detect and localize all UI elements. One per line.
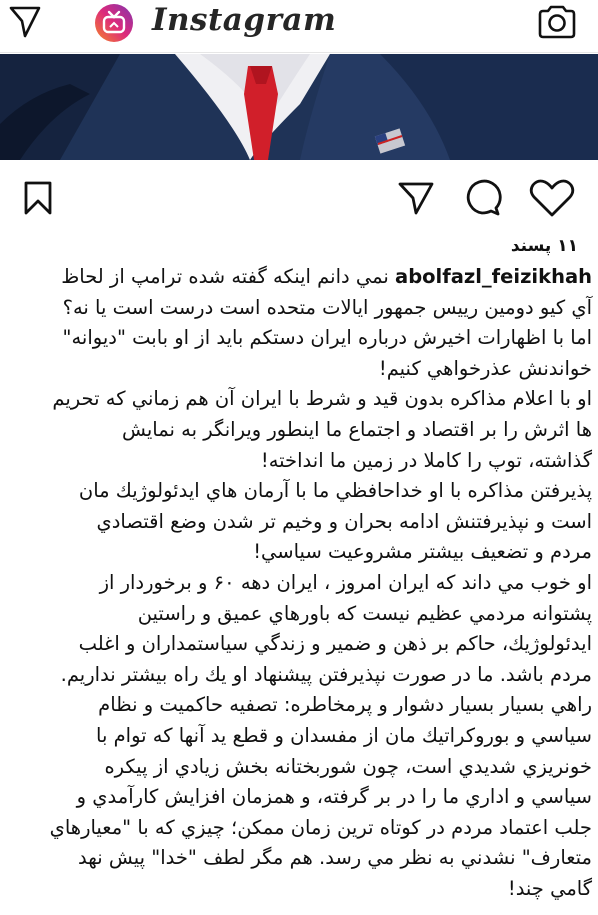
- action-bar: [0, 160, 598, 230]
- caption-line: پشتوانه مردمي عظيم نيست كه باورهاي عميق و راستين: [137, 601, 592, 625]
- caption-line: است و نپذيرفتنش ادامه بحران و وخيم تر شدن وضع اقتصادي: [96, 509, 592, 533]
- caption-line: آي كيو دومين رييس جمهور ايالات متحده است درست است يا نه؟: [62, 295, 592, 319]
- caption-line: راهي بسيار بسيار دشوار و پرمخاطره: تصفيه حاكميت و نظام: [98, 693, 592, 717]
- caption-line: ايدئولوژيك، حاكم بر ذهن و ضمير و زندگي سياستمداران و اغلب: [78, 632, 592, 656]
- share-icon[interactable]: [396, 180, 436, 216]
- caption-line: پذيرفتن مذاكره با او خداحافظي ما با آرمان هاي ايدئولوژيك مان: [78, 479, 592, 503]
- caption-line: گامي چند!: [507, 876, 592, 900]
- post-caption: [12, 262, 592, 904]
- bookmark-icon[interactable]: [22, 180, 54, 216]
- post-image[interactable]: [0, 54, 598, 160]
- caption-line: سياسي و بوروكراتيك مان از مفسدان و قطع يد آنها كه توام با: [96, 723, 592, 747]
- caption-line: گذاشته، توپ را كاملا در زمين ما انداخته!: [260, 448, 592, 472]
- caption-line: جلب اعتماد مردم در كوتاه ترين زمان ممكن؛ چيزي كه با "معيارهاي: [49, 815, 592, 839]
- instagram-logo: Instagram: [152, 2, 337, 38]
- caption-line: مردم باشد. ما در صورت نپذيرفتن پيشنهاد او يك راه بيشتر نداريم.: [60, 662, 592, 686]
- caption-line: او خوب مي داند كه ايران امروز ، ايران دهه ۶۰ و برخوردار از: [99, 570, 592, 594]
- caption-first-line: [12, 262, 592, 293]
- top-bar: [0, 0, 598, 53]
- caption-line: او با اعلام مذاكره بدون قيد و شرط با ايران آن هم زماني كه تحريم: [52, 387, 592, 411]
- camera-icon[interactable]: [536, 4, 578, 40]
- caption-line: خواندنش عذرخواهي كنيم!: [378, 356, 592, 380]
- comment-icon[interactable]: [462, 178, 502, 216]
- send-icon[interactable]: [6, 3, 44, 41]
- caption-line: خونريزي شديدي است، چون شوربختانه بخش زيادي از پيكره: [104, 754, 592, 778]
- likes-count[interactable]: ۱۱ پسند: [510, 236, 578, 256]
- caption-line: اما با اظهارات اخيرش درباره ايران دستكم بايد از او بابت "ديوانه": [62, 326, 592, 350]
- caption-line: نمي دانم اينكه گفته شده ترامپ از لحاظ: [61, 265, 389, 288]
- caption-line: مردم و تضعيف بيشتر مشروعيت سياسي!: [253, 540, 592, 564]
- caption-line: سياسي و اداري ما را در بر گرفته، و همزمان افزايش كارآمدي و: [76, 785, 592, 809]
- like-icon[interactable]: [528, 178, 576, 218]
- caption-line: ها اثرش را بر اقتصاد و اجتماع ما اينطور ويرانگر به نمايش: [121, 417, 592, 441]
- igtv-icon[interactable]: [94, 3, 134, 43]
- caption-line: متعارف" نشدني به نظر مي رسد. هم مگر لطف "خدا" پيش نهد: [78, 846, 592, 870]
- username-link[interactable]: abolfazl_feizikhah: [395, 265, 592, 288]
